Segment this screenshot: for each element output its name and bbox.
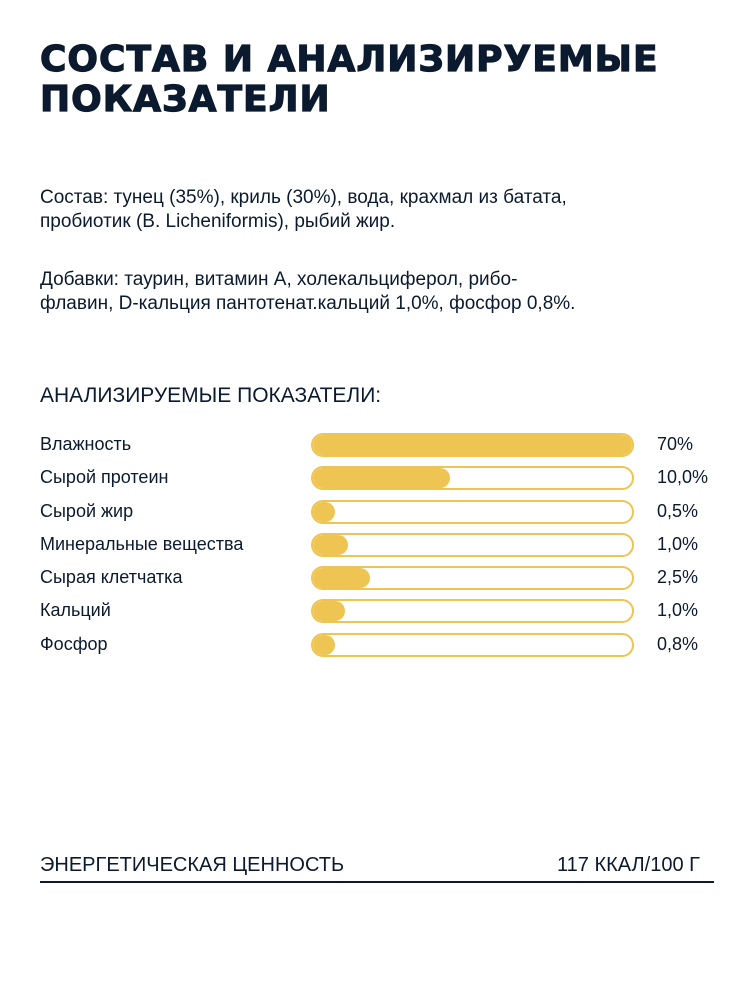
additives-line-2: флавин, D-кальция пантотенат.кальций 1,0%, фосфор 0,8%.	[40, 293, 576, 314]
metric-row	[40, 497, 720, 530]
metric-row	[40, 430, 720, 463]
metric-label: Кальций	[40, 600, 111, 621]
metric-value: 10,0%	[657, 467, 709, 488]
additives-line-1: Добавки: таурин, витамин А, холекальциферол, рибо-	[40, 269, 518, 290]
metric-row	[40, 530, 720, 563]
metric-value: 0,8%	[657, 633, 699, 654]
composition-text	[40, 186, 720, 234]
metric-label: Сырая клетчатка	[40, 567, 183, 588]
composition-line-1: Состав: тунец (35%), криль (30%), вода, крахмал из батата,	[40, 187, 567, 208]
metric-label: Фосфор	[40, 633, 108, 654]
metric-bar-track	[311, 500, 634, 524]
metric-value: 2,5%	[657, 567, 699, 588]
metric-row	[40, 596, 720, 629]
analysis-heading: АНАЛИЗИРУЕМЫЕ ПОКАЗАТЕЛИ:	[40, 384, 382, 407]
metric-bar-track	[311, 599, 634, 623]
additives-text	[40, 268, 720, 316]
metric-value: 1,0%	[657, 533, 699, 554]
metric-value: 0,5%	[657, 500, 699, 521]
metric-row	[40, 463, 720, 496]
metric-row	[40, 563, 720, 596]
energy-value: 117 ККАЛ/100 Г	[557, 854, 700, 876]
metric-bar-track	[311, 566, 634, 590]
metric-bar-fill	[313, 535, 348, 555]
metric-bar-fill	[313, 468, 450, 488]
metric-bar-fill	[313, 635, 335, 655]
metric-label: Сырой протеин	[40, 467, 169, 488]
energy-label: ЭНЕРГЕТИЧЕСКАЯ ЦЕННОСТЬ	[40, 854, 345, 876]
metric-label: Влажность	[40, 434, 132, 454]
metric-bar-track	[311, 466, 634, 490]
metric-row	[40, 630, 720, 663]
analysis-metrics-list	[40, 430, 720, 663]
metric-bar-fill	[313, 435, 632, 455]
metric-bar-track	[311, 633, 634, 657]
metric-bar-fill	[313, 502, 335, 522]
metric-value: 1,0%	[657, 600, 699, 621]
metric-bar-track	[311, 533, 634, 557]
metric-label: Минеральные вещества	[40, 533, 244, 554]
energy-value-row	[40, 853, 714, 883]
metric-value: 70%	[657, 434, 694, 454]
metric-label: Сырой жир	[40, 500, 134, 521]
page-title: СОСТАВ И АНАЛИЗИРУЕМЫЕ ПОКАЗАТЕЛИ	[40, 39, 659, 120]
metric-bar-track	[311, 433, 634, 457]
metric-bar-fill	[313, 601, 345, 621]
composition-line-2: пробиотик (B. Licheniformis), рыбий жир.	[40, 211, 396, 232]
metric-bar-fill	[313, 568, 370, 588]
